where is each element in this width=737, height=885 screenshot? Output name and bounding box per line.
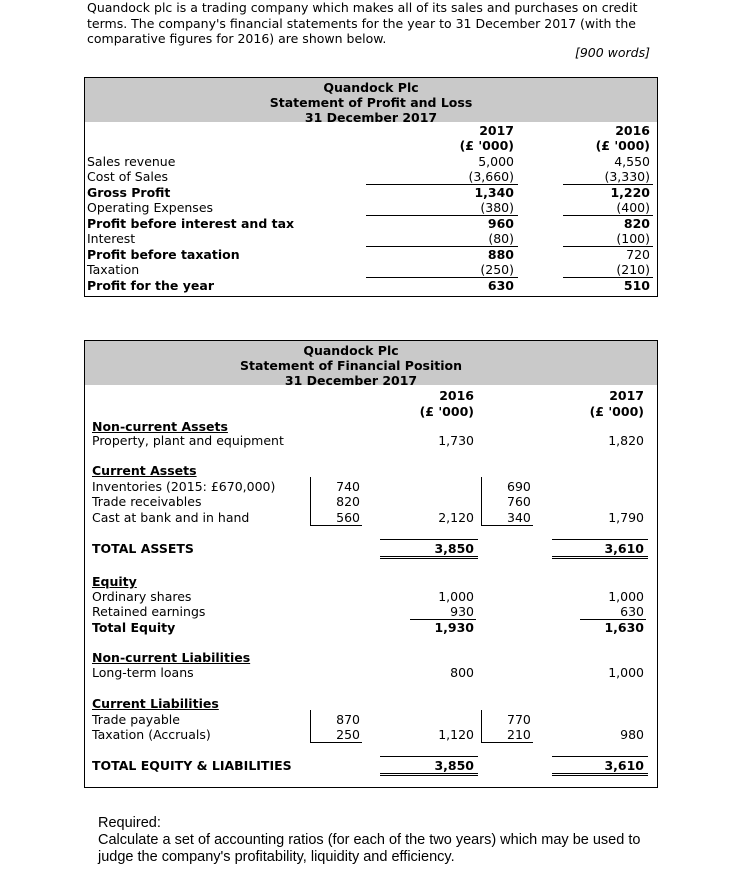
fp-value: 2,120 (438, 510, 474, 525)
fp-title (65, 343, 637, 388)
fp-value: 630 (620, 604, 644, 619)
rule (552, 773, 648, 774)
fp-nca-heading: Non-current Assets (92, 419, 228, 434)
pl-value: 820 (623, 216, 650, 231)
pl-value: 5,000 (478, 154, 514, 169)
rule (563, 277, 653, 278)
rule (481, 525, 533, 526)
fp-value: 980 (620, 727, 644, 742)
fp-col1-unit: (£ '000) (419, 404, 474, 419)
rule (552, 775, 648, 776)
fp-value: 1,000 (608, 589, 644, 604)
fp-value: 1,730 (438, 433, 474, 448)
rule (366, 277, 518, 278)
rule (481, 710, 482, 742)
fp-value: 800 (450, 665, 474, 680)
fp-col2-year: 2017 (609, 388, 644, 403)
rule (563, 215, 653, 216)
fp-value: 3,610 (604, 541, 644, 556)
fp-value: 930 (450, 604, 474, 619)
fp-value: 1,930 (434, 620, 474, 635)
pl-value: (380) (480, 200, 514, 215)
rule (366, 184, 518, 185)
fp-equity-heading: Equity (92, 574, 137, 589)
pl-value: (210) (616, 262, 650, 277)
fp-total-assets-label: TOTAL ASSETS (92, 541, 194, 556)
fp-subvalue: 870 (336, 712, 360, 727)
fp-payable-label: Trade payable (92, 712, 180, 727)
pl-col2-unit: (£ '000) (595, 138, 650, 153)
intro-line-2: terms. The company's financial statements for the year to 31 December 2017 (with the (87, 15, 636, 31)
word-count: [900 words] (574, 45, 650, 60)
fp-value: 1,790 (608, 510, 644, 525)
pl-value: 880 (487, 247, 514, 262)
fp-shares-label: Ordinary shares (92, 589, 192, 604)
pl-label-pbit: Profit before interest and tax (87, 216, 295, 231)
rule (380, 539, 478, 540)
pl-value: 510 (623, 278, 650, 293)
fp-retained-label: Retained earnings (92, 604, 206, 619)
intro-line-3: comparative figures for 2016) are shown below. (87, 31, 387, 46)
pl-label-profit-for-year: Profit for the year (87, 278, 214, 293)
fp-value: 3,610 (604, 758, 644, 773)
pl-label-pbt: Profit before taxation (87, 247, 240, 262)
fp-subvalue: 560 (336, 510, 360, 525)
fp-inventories-label: Inventories (2015: £670,000) (92, 479, 276, 494)
pl-value: (400) (616, 200, 650, 215)
fp-taxation-label: Taxation (Accruals) (92, 727, 211, 742)
fp-value: 1,000 (608, 665, 644, 680)
rule (552, 558, 648, 559)
fp-subvalue: 820 (336, 494, 360, 509)
pl-value: (250) (480, 262, 514, 277)
fp-company: Quandock Plc (303, 343, 399, 358)
rule (380, 756, 478, 757)
rule (310, 525, 362, 526)
rule (380, 773, 478, 774)
rule (310, 710, 311, 742)
required-line-1: Calculate a set of accounting ratios (for each of the two years) which may be used to (98, 832, 641, 848)
fp-ncl-heading: Non-current Liabilities (92, 650, 251, 665)
pl-label-taxation: Taxation (87, 262, 140, 277)
pl-value: (3,660) (468, 169, 514, 184)
rule (552, 556, 648, 557)
rule (563, 184, 653, 185)
fp-subvalue: 760 (507, 494, 531, 509)
rule (481, 477, 482, 525)
fp-subvalue: 340 (507, 510, 531, 525)
rule (310, 742, 362, 743)
fp-subvalue: 690 (507, 479, 531, 494)
pl-value: 1,220 (610, 185, 650, 200)
fp-value: 1,000 (438, 589, 474, 604)
rule (366, 215, 518, 216)
pl-title (85, 80, 657, 125)
pl-label-interest: Interest (87, 231, 136, 246)
intro-line-1: Quandock plc is a trading company which makes all of its sales and purchases on credit (87, 0, 638, 15)
pl-value: (80) (488, 231, 514, 246)
fp-value: 3,850 (434, 541, 474, 556)
fp-ppe-label: Property, plant and equipment (92, 433, 284, 448)
rule (481, 742, 533, 743)
required-heading: Required: (98, 815, 161, 831)
pl-col1-year: 2017 (479, 123, 514, 138)
required-section (98, 815, 698, 866)
fp-statement-name: Statement of Financial Position (239, 358, 462, 373)
fp-loans-label: Long-term loans (92, 665, 194, 680)
fp-col2-unit: (£ '000) (589, 404, 644, 419)
fp-subvalue: 210 (507, 727, 531, 742)
intro-paragraph (87, 0, 657, 47)
fp-value: 1,120 (438, 727, 474, 742)
fp-ca-heading: Current Assets (92, 463, 197, 478)
fp-col1-year: 2016 (439, 388, 474, 403)
fp-value: 1,630 (604, 620, 644, 635)
pl-value: 630 (487, 278, 514, 293)
pl-value: 720 (626, 247, 650, 262)
pl-date: 31 December 2017 (304, 110, 438, 125)
fp-subvalue: 250 (336, 727, 360, 742)
pl-col1-unit: (£ '000) (459, 138, 514, 153)
pl-company: Quandock Plc (323, 80, 419, 95)
fp-cash-label: Cast at bank and in hand (92, 510, 250, 525)
pl-value: 4,550 (614, 154, 650, 169)
pl-value: 960 (487, 216, 514, 231)
pl-statement-name: Statement of Profit and Loss (269, 95, 473, 110)
pl-label-gross-profit: Gross Profit (87, 185, 171, 200)
rule (552, 756, 648, 757)
fp-total-equity-label: Total Equity (92, 620, 176, 635)
fp-value: 1,820 (608, 433, 644, 448)
pl-label-sales: Sales revenue (87, 154, 176, 169)
rule (366, 246, 518, 247)
fp-value: 3,850 (434, 758, 474, 773)
rule (380, 775, 478, 776)
fp-cl-heading: Current Liabilities (92, 696, 219, 711)
pl-label-cost-of-sales: Cost of Sales (87, 169, 169, 184)
fp-receivables-label: Trade receivables (92, 494, 202, 509)
pl-col2-year: 2016 (615, 123, 650, 138)
fp-total-el-label: TOTAL EQUITY & LIABILITIES (92, 758, 292, 773)
rule (310, 477, 311, 525)
rule (552, 539, 648, 540)
rule (380, 558, 478, 559)
fp-date: 31 December 2017 (284, 373, 418, 388)
pl-value: 1,340 (474, 185, 514, 200)
fp-subvalue: 770 (507, 712, 531, 727)
rule (380, 556, 478, 557)
fp-subvalue: 740 (336, 479, 360, 494)
pl-label-operating-expenses: Operating Expenses (87, 200, 214, 215)
pl-value: (100) (616, 231, 650, 246)
required-line-2: judge the company's profitability, liquidity and efficiency. (98, 849, 455, 865)
pl-value: (3,330) (604, 169, 650, 184)
rule (563, 246, 653, 247)
